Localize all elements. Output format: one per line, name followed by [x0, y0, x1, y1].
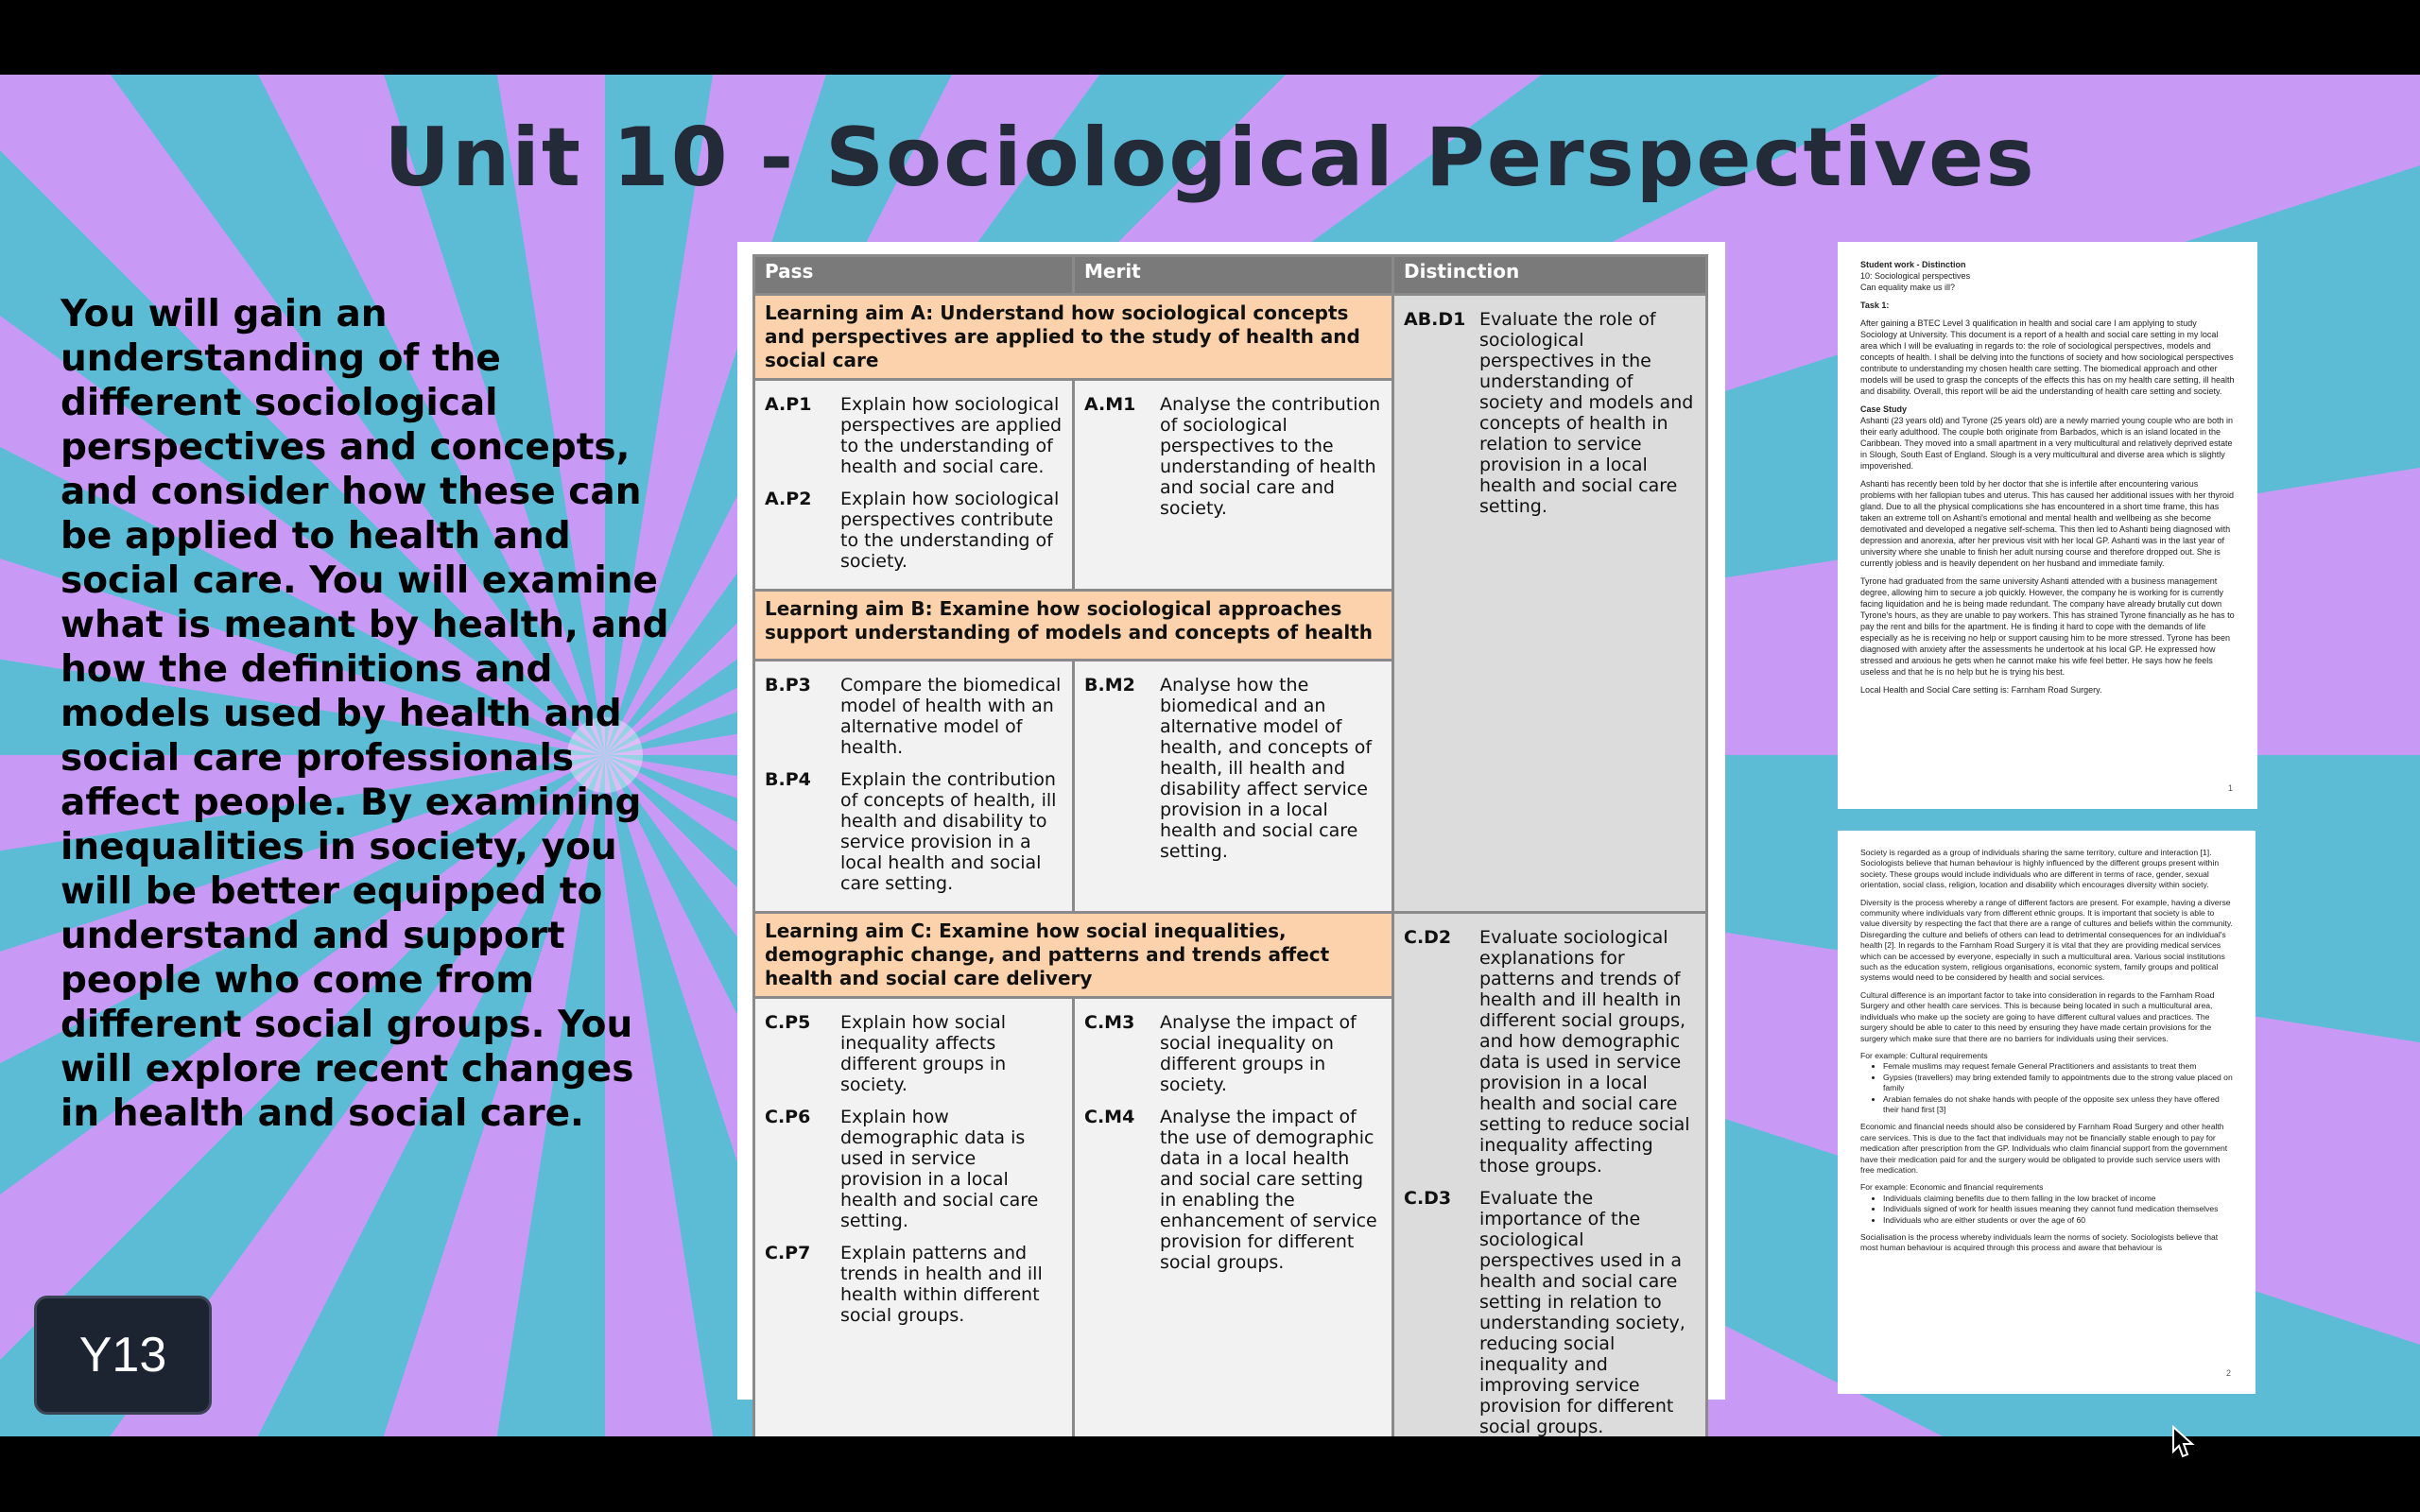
list-item: • Individuals who are either students or over the age of 60: [1883, 1215, 2233, 1226]
paragraph: Local Health and Social Care setting is: Farnham Road Surgery.: [1860, 685, 2102, 695]
criterion-cm3: C.M3 Analyse the impact of social inequality on different groups in society.: [1084, 1012, 1357, 1095]
bullet-list: [1860, 1061, 2233, 1115]
criterion-cd2: C.D2 Evaluate sociological explanations for patterns and trends of health and ill health in different social groups, and how demographic data is used in service provision in a local health and social care setting to reduce social inequality affecting those groups.: [1404, 927, 1690, 1177]
criterion-ap2: A.P2 Explain how sociological perspectives contribute to the understanding of society.: [765, 489, 1060, 572]
task-heading: Task 1:: [1860, 301, 1890, 310]
student-work-page-1: [1838, 242, 2257, 809]
criterion-cm4: C.M4 Analyse the impact of the use of demographic data in a local health and social care setting in enabling the enhancement of service provision for different social groups.: [1084, 1107, 1377, 1273]
paragraph: Tyrone had graduated from the same university Ashanti attended with a business management degree, allowing him to secure a job quickly. However, the company he is working for is currently facing liquidation and he is being made redundant. The company have already brutally cut down Tyrone's hours, as they are unable to pay workers. This has strained Tyrone financially as he has to pay the rent and bills for the apartment. He is finding it hard to cope with the demands of life especially as he is receiving no help or support causing him to be more stressed. Tyrone has been diagnosed with anxiety after the assessments he undertook at his local GP. He expressed how stressed and anxious he gets when he cannot make his wife feel better. He says how he feels useless and that he is no help but he is trying his best.: [1860, 576, 2235, 677]
criterion-cell: [1393, 913, 1707, 1437]
unit-description: You will gain an understanding of the different sociological perspectives and concepts, and consider how these can be applied to health and social care. You will examine what is meant by health, and how the definitions and models used by health and social care professionals affect people. By examining inequalities in society, you will be better equipped to understand and support people who come from different social groups. You will explore recent changes in health and social care.: [60, 293, 669, 1135]
paragraph: Ashanti has recently been told by her doctor that she is infertile after encountering various problems with her fallopian tubes and uterus. This has caused her additional issues with her thyroid gland. Due to all the physical complications she has encountered in a short time frame, this has taken an extreme toll on Ashanti's emotional and mental health and wellbeing as she become demotivated and developed a negative self-schema. This then led to Ashanti being diagnosed with depression and anorexia, after her previous visit with her local GP. Ashanti was in the last year of university where she unable to finish her adult nursing course and therefore dropped out. She is currently jobless and is heavily dependent on her husband and immediate family.: [1860, 479, 2235, 568]
mouse-cursor-icon: [2171, 1425, 2196, 1459]
paragraph: Diversity is the process whereby a range of different factors are present. For example, having a diverse community where individuals vary from different ethnic groups. It is important that society is able to value diversity by respecting the fact that there are a range of cultures and beliefs within the community. Disregarding the culture and beliefs of others can lead to detrimental consequences for an individual's health [2]. In regards to the Farnham Road Surgery it is vital that they are providing medical services which can be accessed by everyone, especially in such a multicultural area. Various social institutions such as the education system, religious organisations, economic system, family groups and political systems would need to be considered by health and social services.: [1860, 897, 2233, 983]
example-heading: For example: Cultural requirements: [1860, 1050, 1988, 1060]
criterion-cp5: C.P5 Explain how social inequality affects different groups in society.: [765, 1012, 1007, 1095]
criterion-cell: [1074, 661, 1393, 913]
page-heading: Student work - Distinction: [1860, 260, 1966, 269]
criterion-abd1: AB.D1 Evaluate the role of sociological perspectives in the understanding of society and models and concepts of health in relation to service provision in a local health and social care setting.: [1404, 309, 1694, 517]
criterion-cell: [1393, 295, 1707, 913]
case-study-heading: Case Study: [1860, 404, 1908, 414]
criterion-ap1: A.P1 Explain how sociological perspectives are applied to the understanding of health and social care.: [765, 394, 1063, 477]
criterion-cp6: C.P6 Explain how demographic data is used in service provision in a local health and social care setting.: [765, 1107, 1039, 1231]
example-heading: For example: Economic and financial requirements: [1860, 1182, 2044, 1193]
criterion-cell: [754, 661, 1074, 913]
list-item: • Individuals signed of work for health issues meaning they cannot fund medication themselves: [1883, 1204, 2233, 1214]
paragraph: After gaining a BTEC Level 3 qualification in health and social care I am applying to study Sociology at University. This document is a report of a health and social care setting in my local area which I will be evaluating in regards to: the role of sociological perspectives, models and concepts of health. I shall be delving into the functions of society and how sociological perspectives contribute to understanding my chosen health care setting. The biomedical approach and other models will be used to grasp the concepts of the effects this has on my health care setting, ill health and disability. Overall, this report will be aid the understanding of health care setting and society.: [1860, 318, 2235, 396]
learning-aim-a: Learning aim A: Understand how sociological concepts and perspectives are applied to the study of health and social care: [754, 295, 1393, 380]
criterion-cell: [1074, 380, 1393, 591]
grading-grid: [752, 254, 1708, 1436]
criterion-bm2: B.M2 Analyse how the biomedical and an alternative model of health, and concepts of health, ill health and disability affect service provision in a local health and social care setting.: [1084, 675, 1373, 862]
list-item: • Female muslims may request female General Practitioners and assistants to treat them: [1883, 1061, 2233, 1072]
paragraph: Ashanti (23 years old) and Tyrone (25 years old) are a newly married young couple who are both in their early adulthood. The couple both originate from Barbados, which is an island located in the Caribbean. They moved into a small apartment in a very multicultural and relatively deprived estate in Slough, South East of England. Slough is a very multicultural and diverse area which is slightly impoverished.: [1860, 416, 2234, 471]
header-pass: Pass: [754, 256, 1074, 295]
page-subheading: 10: Sociological perspectives: [1860, 271, 1971, 281]
paragraph: Society is regarded as a group of individuals sharing the same territory, culture and interaction [1]. Sociologists believe that human behaviour is highly influenced by the different groups present within society. These groups would include individuals who are different in terms of race, gender, sexual orientation, social class, religion, location and disability which encourages diversity within society.: [1860, 848, 2220, 890]
page-number: 2: [2225, 1367, 2231, 1378]
slide-title: Unit 10 - Sociological Perspectives: [384, 111, 2036, 205]
list-item: • Arabian females do not shake hands with people of the opposite sex unless they have offered their hand first [3]: [1883, 1094, 2233, 1116]
page-number: 1: [2227, 783, 2233, 793]
learning-aim-c: Learning aim C: Examine how social inequalities, demographic change, and patterns and trends affect health and social care delivery: [754, 913, 1393, 998]
slide: [0, 75, 2420, 1436]
page-question: Can equality make us ill?: [1860, 283, 1956, 292]
student-work-page-2: [1838, 831, 2256, 1394]
paragraph: Cultural difference is an important factor to take into consideration in regards to the Farnham Road Surgery and other health care services. This is because being located in such a multicultural area, individuals who make up the society are going to have different cultural values and practices. The surgery should be able to cater to this need by ensuring they have made certain provisions for the surgery which make sure that there are no barriers for individuals using their services.: [1860, 989, 2215, 1043]
learning-aim-b: Learning aim B: Examine how sociological approaches support understanding of models and concepts of health: [754, 591, 1393, 661]
criterion-bp3: B.P3 Compare the biomedical model of health with an alternative model of health.: [765, 675, 1062, 758]
criterion-cd3: C.D3 Evaluate the importance of the sociological perspectives used in a health and social care setting in relation to understanding society, reducing social inequality and improving service provision for different social groups.: [1404, 1188, 1685, 1436]
paragraph: Economic and financial needs should also be considered by Farnham Road Surgery and other health care services. This is due to the fact that individuals may not be financially stable enough to pay for medication after prescription from the GP. Individuals who claim financial support from the government have their medication paid for and the surgery would be obligated to provide such service users with free medication.: [1860, 1122, 2228, 1175]
criterion-cell: [1074, 998, 1393, 1437]
list-item: • Gypsies (travellers) may bring extended family to appointments due to the strong value placed on family: [1883, 1073, 2233, 1094]
criterion-cp7: C.P7 Explain patterns and trends in health and ill health within different social groups.: [765, 1243, 1043, 1326]
header-merit: Merit: [1074, 256, 1393, 295]
year-badge[interactable]: Y13: [34, 1296, 212, 1415]
header-distinction: Distinction: [1393, 256, 1707, 295]
grading-grid-panel: [737, 242, 1725, 1436]
criterion-cell: [754, 998, 1074, 1437]
list-item: • Individuals claiming benefits due to them falling in the low bracket of income: [1883, 1194, 2233, 1204]
criterion-cell: [754, 380, 1074, 591]
bullet-list: [1860, 1194, 2233, 1226]
criterion-am1: A.M1 Analyse the contribution of sociological perspectives to the understanding of health and social care and society.: [1084, 394, 1381, 519]
paragraph: Socialisation is the process whereby individuals learn the norms of society. Sociologists believe that most human behaviour is acquired through this process and aware that behaviour is: [1860, 1232, 2219, 1253]
criterion-bp4: B.P4 Explain the contribution of concepts of health, ill health and disability to service provision in a local health and social care setting.: [765, 769, 1057, 894]
